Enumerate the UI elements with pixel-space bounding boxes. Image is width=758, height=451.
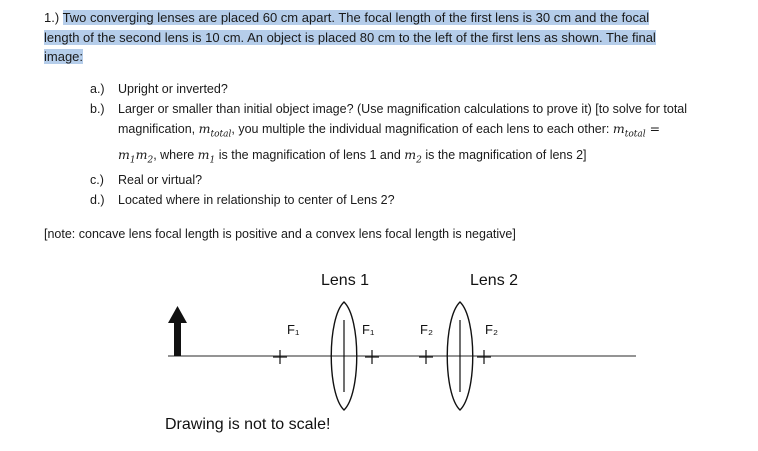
item-text: , where — [153, 148, 198, 163]
list-item — [90, 100, 690, 172]
list-item — [90, 191, 690, 211]
focal-label-f2-left: F₂ — [420, 322, 433, 337]
item-text: , you multiple the individual magnification of each lens to each other: — [231, 122, 613, 137]
item-marker: d.) — [90, 192, 105, 207]
focal-label-f2-right: F₂ — [485, 322, 498, 337]
item-text: is the magnification of lens 1 and — [215, 148, 405, 163]
question-text: Two converging lenses are placed 60 cm apart. The focal length of the first lens is 30 cm and the focal length of the second lens is 10 cm. An object is placed 80 cm to the left of the first lens as shown. The final image: — [44, 10, 656, 64]
lens-1-shape — [331, 302, 357, 410]
item-text: Upright or inverted? — [118, 82, 228, 96]
math-m2: $m_2$ — [404, 147, 422, 166]
item-text: is the magnification of lens 2] — [421, 148, 587, 163]
math-m1: $m_1$ — [197, 147, 216, 166]
item-marker: b.) — [90, 101, 105, 116]
focal-label-f1-left: F₁ — [287, 322, 300, 337]
item-text: Larger or smaller than initial object image? (Use magnification calculations to prove it) [to solve for total magnification, — [118, 101, 688, 137]
math-equation: $m_{total} = m_1m_2$ — [118, 121, 661, 166]
lens-2-shape — [447, 302, 473, 410]
sub-question-list — [90, 80, 690, 211]
list-item — [90, 80, 690, 100]
diagram-caption: Drawing is not to scale! — [165, 416, 331, 433]
item-marker: c.) — [90, 173, 104, 188]
object-arrow-icon — [168, 306, 187, 356]
math-m-total: $m_{total}$ — [198, 121, 232, 140]
item-text: Located where in relationship to center of Lens 2? — [118, 192, 395, 207]
item-text: Real or virtual? — [118, 173, 203, 188]
focal-label-f1-right: F₁ — [362, 322, 375, 337]
question-prompt — [44, 8, 684, 67]
lens-2-label: Lens 2 — [470, 272, 519, 289]
lens-1-label: Lens 1 — [321, 272, 370, 289]
question-number: 1.) — [44, 10, 60, 25]
list-item — [90, 171, 690, 191]
item-marker: a.) — [90, 82, 105, 96]
note-text: [note: concave lens focal length is positive and a convex lens focal length is negative] — [44, 227, 516, 241]
